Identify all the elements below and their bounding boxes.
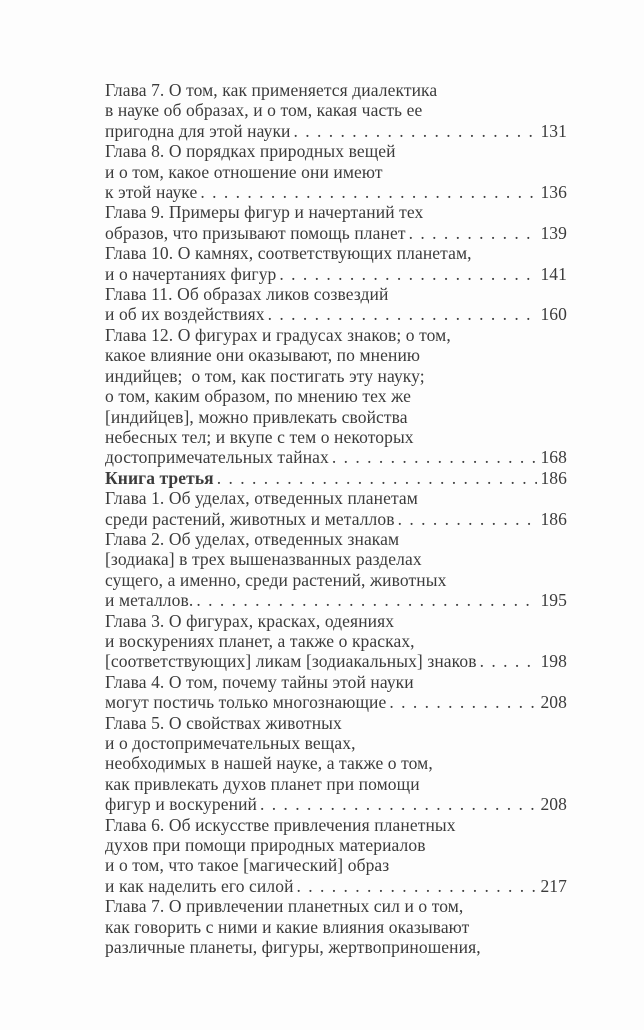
- toc-line: Глава 7. О том, как применяется диалектика: [105, 80, 438, 100]
- toc-line: о том, каким образом, по мнению тех же: [105, 386, 411, 407]
- toc-line: необходимых в нашей науке, а также о том,: [105, 753, 433, 774]
- toc-line: [105, 651, 567, 671]
- toc-entry: [105, 284, 567, 325]
- toc-line: [105, 468, 567, 488]
- toc-page-number: 160: [540, 304, 567, 325]
- toc-line: и о том, что такое [магический] образ: [105, 855, 390, 876]
- toc-line: Глава 10. О камнях, соответствующих планетам,: [105, 243, 472, 264]
- toc-entry: [105, 141, 567, 202]
- dot-leader: [398, 509, 538, 529]
- dot-leader: [409, 223, 538, 243]
- toc-page-number: 195: [540, 590, 567, 611]
- dot-leader: [279, 264, 537, 284]
- toc-line-text: и металлов.: [105, 590, 194, 611]
- toc-line-text: пригодна для этой науки: [105, 120, 291, 141]
- toc-line: [зодиака] в трех вышеназванных разделах: [105, 549, 422, 570]
- toc-line: Глава 11. Об образах ликов созвездий: [105, 284, 389, 305]
- toc-line: [105, 692, 567, 712]
- toc-line: Глава 12. О фигурах и градусах знаков; о том,: [105, 324, 451, 345]
- toc-line: духов при помощи природных материалов: [105, 835, 426, 856]
- dot-leader: [200, 182, 537, 202]
- dot-leader: [297, 876, 538, 896]
- toc-line: Глава 3. О фигурах, красках, одеяниях: [105, 610, 395, 631]
- toc-entry: [105, 713, 567, 815]
- toc-line: [индийцев], можно привлекать свойства: [105, 406, 408, 427]
- toc-line: [105, 876, 567, 896]
- toc-line-text: и о начертаниях фигур: [105, 263, 277, 284]
- toc-line: Глава 8. О порядках природных вещей: [105, 141, 396, 162]
- toc-entry: [105, 80, 567, 141]
- toc-line: Глава 1. Об уделах, отведенных планетам: [105, 488, 418, 509]
- toc-line-text: и как наделить его силой: [105, 875, 294, 896]
- toc-line: [105, 223, 567, 243]
- toc-page-number: 186: [540, 467, 567, 488]
- toc-line: как привлекать духов планет при помощи: [105, 773, 420, 794]
- toc-entry: [105, 325, 567, 468]
- toc-line: [105, 509, 567, 529]
- dot-leader: [268, 304, 538, 324]
- dot-leader: [294, 121, 538, 141]
- toc-line: различные планеты, фигуры, жертвоприношения,: [105, 937, 481, 958]
- dot-leader: [196, 590, 537, 610]
- toc-line-text: среди растений, животных и металлов: [105, 508, 395, 529]
- toc-line: [105, 121, 567, 141]
- toc-line: [105, 447, 567, 467]
- toc-entry: [105, 243, 567, 284]
- toc-line-text: образов, что призывают помощь планет: [105, 222, 406, 243]
- toc-line-text: и об их воздействиях: [105, 304, 265, 325]
- toc-entry: [105, 611, 567, 672]
- toc-line-text: Книга третья: [105, 467, 214, 488]
- toc-line-text: фигур и воскурений: [105, 794, 258, 815]
- toc-page-number: 198: [540, 651, 567, 672]
- table-of-contents: [105, 80, 567, 957]
- toc-line-text: достопримечательных тайнах: [105, 447, 329, 468]
- toc-line-text: могут постичь только многознающие: [105, 692, 387, 713]
- toc-entry: [105, 672, 567, 713]
- toc-entry: [105, 488, 567, 529]
- toc-line: в науке об образах, и о том, какая часть ее: [105, 100, 423, 121]
- toc-page-number: 208: [540, 692, 567, 713]
- toc-page-number: 136: [540, 182, 567, 203]
- dot-leader: [260, 794, 537, 814]
- toc-line: [105, 590, 567, 610]
- toc-entry: [105, 202, 567, 243]
- toc-page-number: 186: [540, 508, 567, 529]
- toc-entry: [105, 896, 567, 957]
- toc-page-number: 131: [540, 120, 567, 141]
- toc-line: Глава 9. Примеры фигур и начертаний тех: [105, 202, 424, 223]
- toc-page-number: 141: [540, 263, 567, 284]
- toc-page-number: 208: [540, 794, 567, 815]
- toc-line: как говорить с ними и какие влияния оказывают: [105, 916, 470, 937]
- toc-line: [105, 304, 567, 324]
- toc-line: Глава 2. Об уделах, отведенных знакам: [105, 528, 400, 549]
- toc-line: [105, 182, 567, 202]
- toc-entry: [105, 815, 567, 897]
- toc-line-text: к этой науке: [105, 182, 198, 203]
- toc-line: Глава 4. О том, почему тайны этой науки: [105, 671, 414, 692]
- toc-entry: [105, 468, 567, 488]
- toc-line: и о достопримечательных вещах,: [105, 733, 356, 753]
- dot-leader: [389, 692, 537, 712]
- toc-line: сущего, а именно, среди растений, животных: [105, 569, 447, 590]
- toc-line: Глава 6. Об искусстве привлечения планетных: [105, 814, 456, 835]
- dot-leader: [332, 447, 538, 467]
- toc-page-number: 139: [540, 222, 567, 243]
- toc-line: индийцев; о том, как постигать эту науку;: [105, 365, 425, 386]
- toc-line: Глава 5. О свойствах животных: [105, 712, 342, 733]
- toc-line-text: [соответствующих] ликам [зодиакальных] знаков: [105, 651, 477, 672]
- dot-leader: [217, 468, 538, 488]
- toc-page-number: 168: [540, 447, 567, 468]
- toc-line: Глава 7. О привлечении планетных сил и о том,: [105, 896, 464, 917]
- toc-line: небесных тел; и вкупе с тем о некоторых: [105, 426, 414, 447]
- toc-entry: [105, 529, 567, 611]
- toc-page-number: 217: [540, 875, 567, 896]
- toc-line: и воскурениях планет, а также о красках,: [105, 630, 415, 651]
- dot-leader: [480, 651, 538, 671]
- toc-line: какое влияние они оказывают, по мнению: [105, 345, 421, 366]
- toc-line: и о том, какое отношение они имеют: [105, 161, 383, 182]
- toc-line: [105, 794, 567, 814]
- toc-line: [105, 264, 567, 284]
